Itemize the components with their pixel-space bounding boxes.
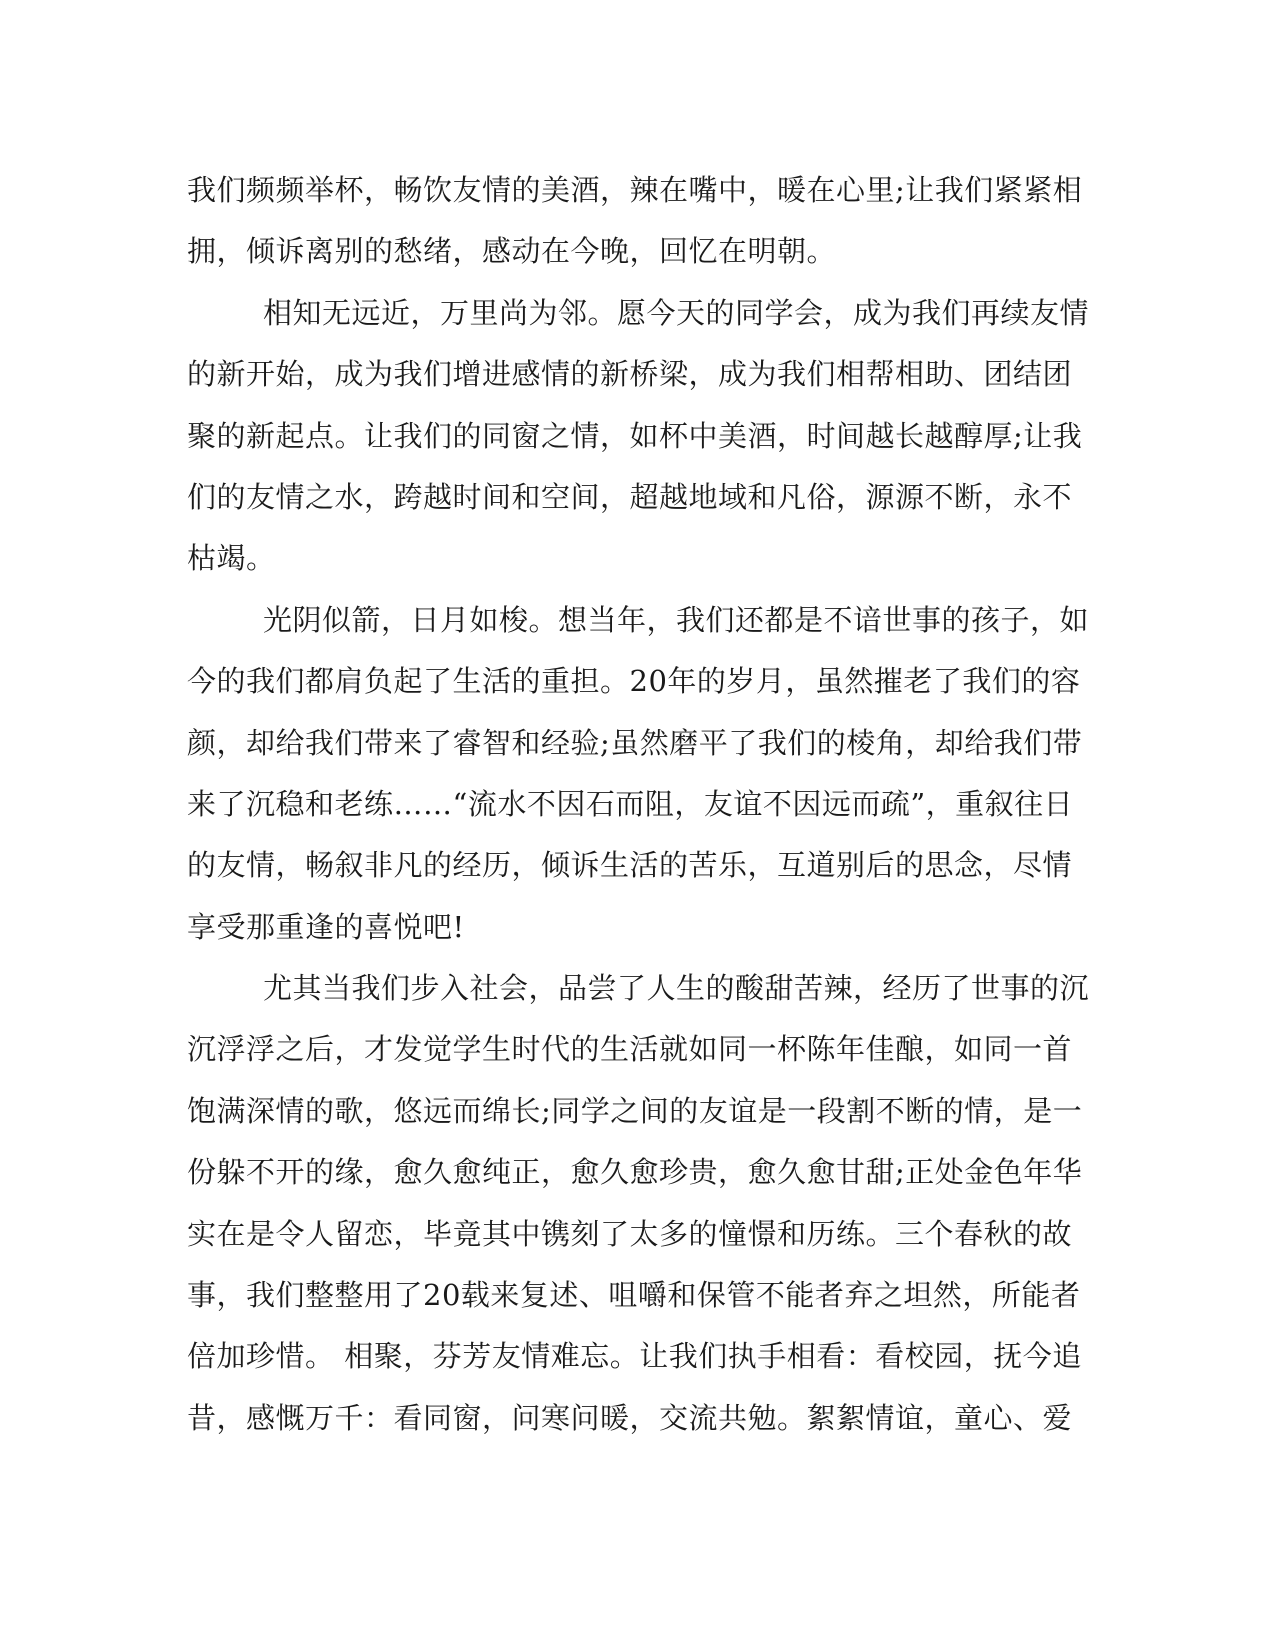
paragraph-first-line: 相知无远近，万里尚为邻。愿今天的同学会，成为我们再续友情 (263, 295, 1090, 330)
text-line: 来了沉稳和老练……“流水不因石而阻，友谊不因远而疏”，重叙往日 (187, 786, 1074, 821)
text-line: 颜，却给我们带来了睿智和经验;虽然磨平了我们的棱角，却给我们带 (187, 725, 1083, 760)
text-line: 聚的新起点。让我们的同窗之情，如杯中美酒，时间越长越醇厚;让我 (187, 418, 1083, 453)
text-line: 饱满深情的歌，悠远而绵长;同学之间的友谊是一段割不断的情，是一 (187, 1093, 1083, 1128)
text-line: 的友情，畅叙非凡的经历，倾诉生活的苦乐，互道别后的思念，尽情 (187, 848, 1073, 883)
text-line: 事，我们整整用了20载来复述、咀嚼和保管不能者弃之坦然，所能者 (187, 1278, 1081, 1313)
text-line: 我们频频举杯，畅饮友情的美酒，辣在嘴中，暖在心里;让我们紧紧相 (187, 173, 1083, 207)
body-text (187, 160, 1090, 1449)
text-line: 的新开始，成为我们增进感情的新桥梁，成为我们相帮相助、团结团 (187, 357, 1073, 392)
paragraph-first-line: 尤其当我们步入社会，品尝了人生的酸甜苦辣，经历了世事的沉 (263, 971, 1090, 1006)
text-line: 倍加珍惜。 相聚，芬芳友情难忘。让我们执手相看：看校园，抚今追 (187, 1339, 1082, 1374)
text-line: 今的我们都肩负起了生活的重担。20年的岁月，虽然摧老了我们的容 (187, 664, 1081, 699)
text-line: 昔，感慨万千：看同窗，问寒问暖，交流共勉。絮絮情谊，童心、爱 (187, 1400, 1073, 1435)
text-line: 沉浮浮之后，才发觉学生时代的生活就如同一杯陈年佳酿，如同一首 (187, 1032, 1073, 1067)
text-line: 拥，倾诉离别的愁绪，感动在今晚，回忆在明朝。 (187, 234, 837, 269)
text-line: 枯竭。 (187, 541, 276, 576)
text-line: 享受那重逢的喜悦吧! (187, 909, 465, 944)
text-line: 们的友情之水，跨越时间和空间，超越地域和凡俗，源源不断，永不 (187, 479, 1073, 514)
paragraph-first-line: 光阴似箭，日月如梭。想当年，我们还都是不谙世事的孩子，如 (263, 602, 1090, 637)
text-line: 实在是令人留恋，毕竟其中镌刻了太多的憧憬和历练。三个春秋的故 (187, 1216, 1073, 1251)
text-line: 份躲不开的缘，愈久愈纯正，愈久愈珍贵，愈久愈甘甜;正处金色年华 (187, 1155, 1083, 1190)
